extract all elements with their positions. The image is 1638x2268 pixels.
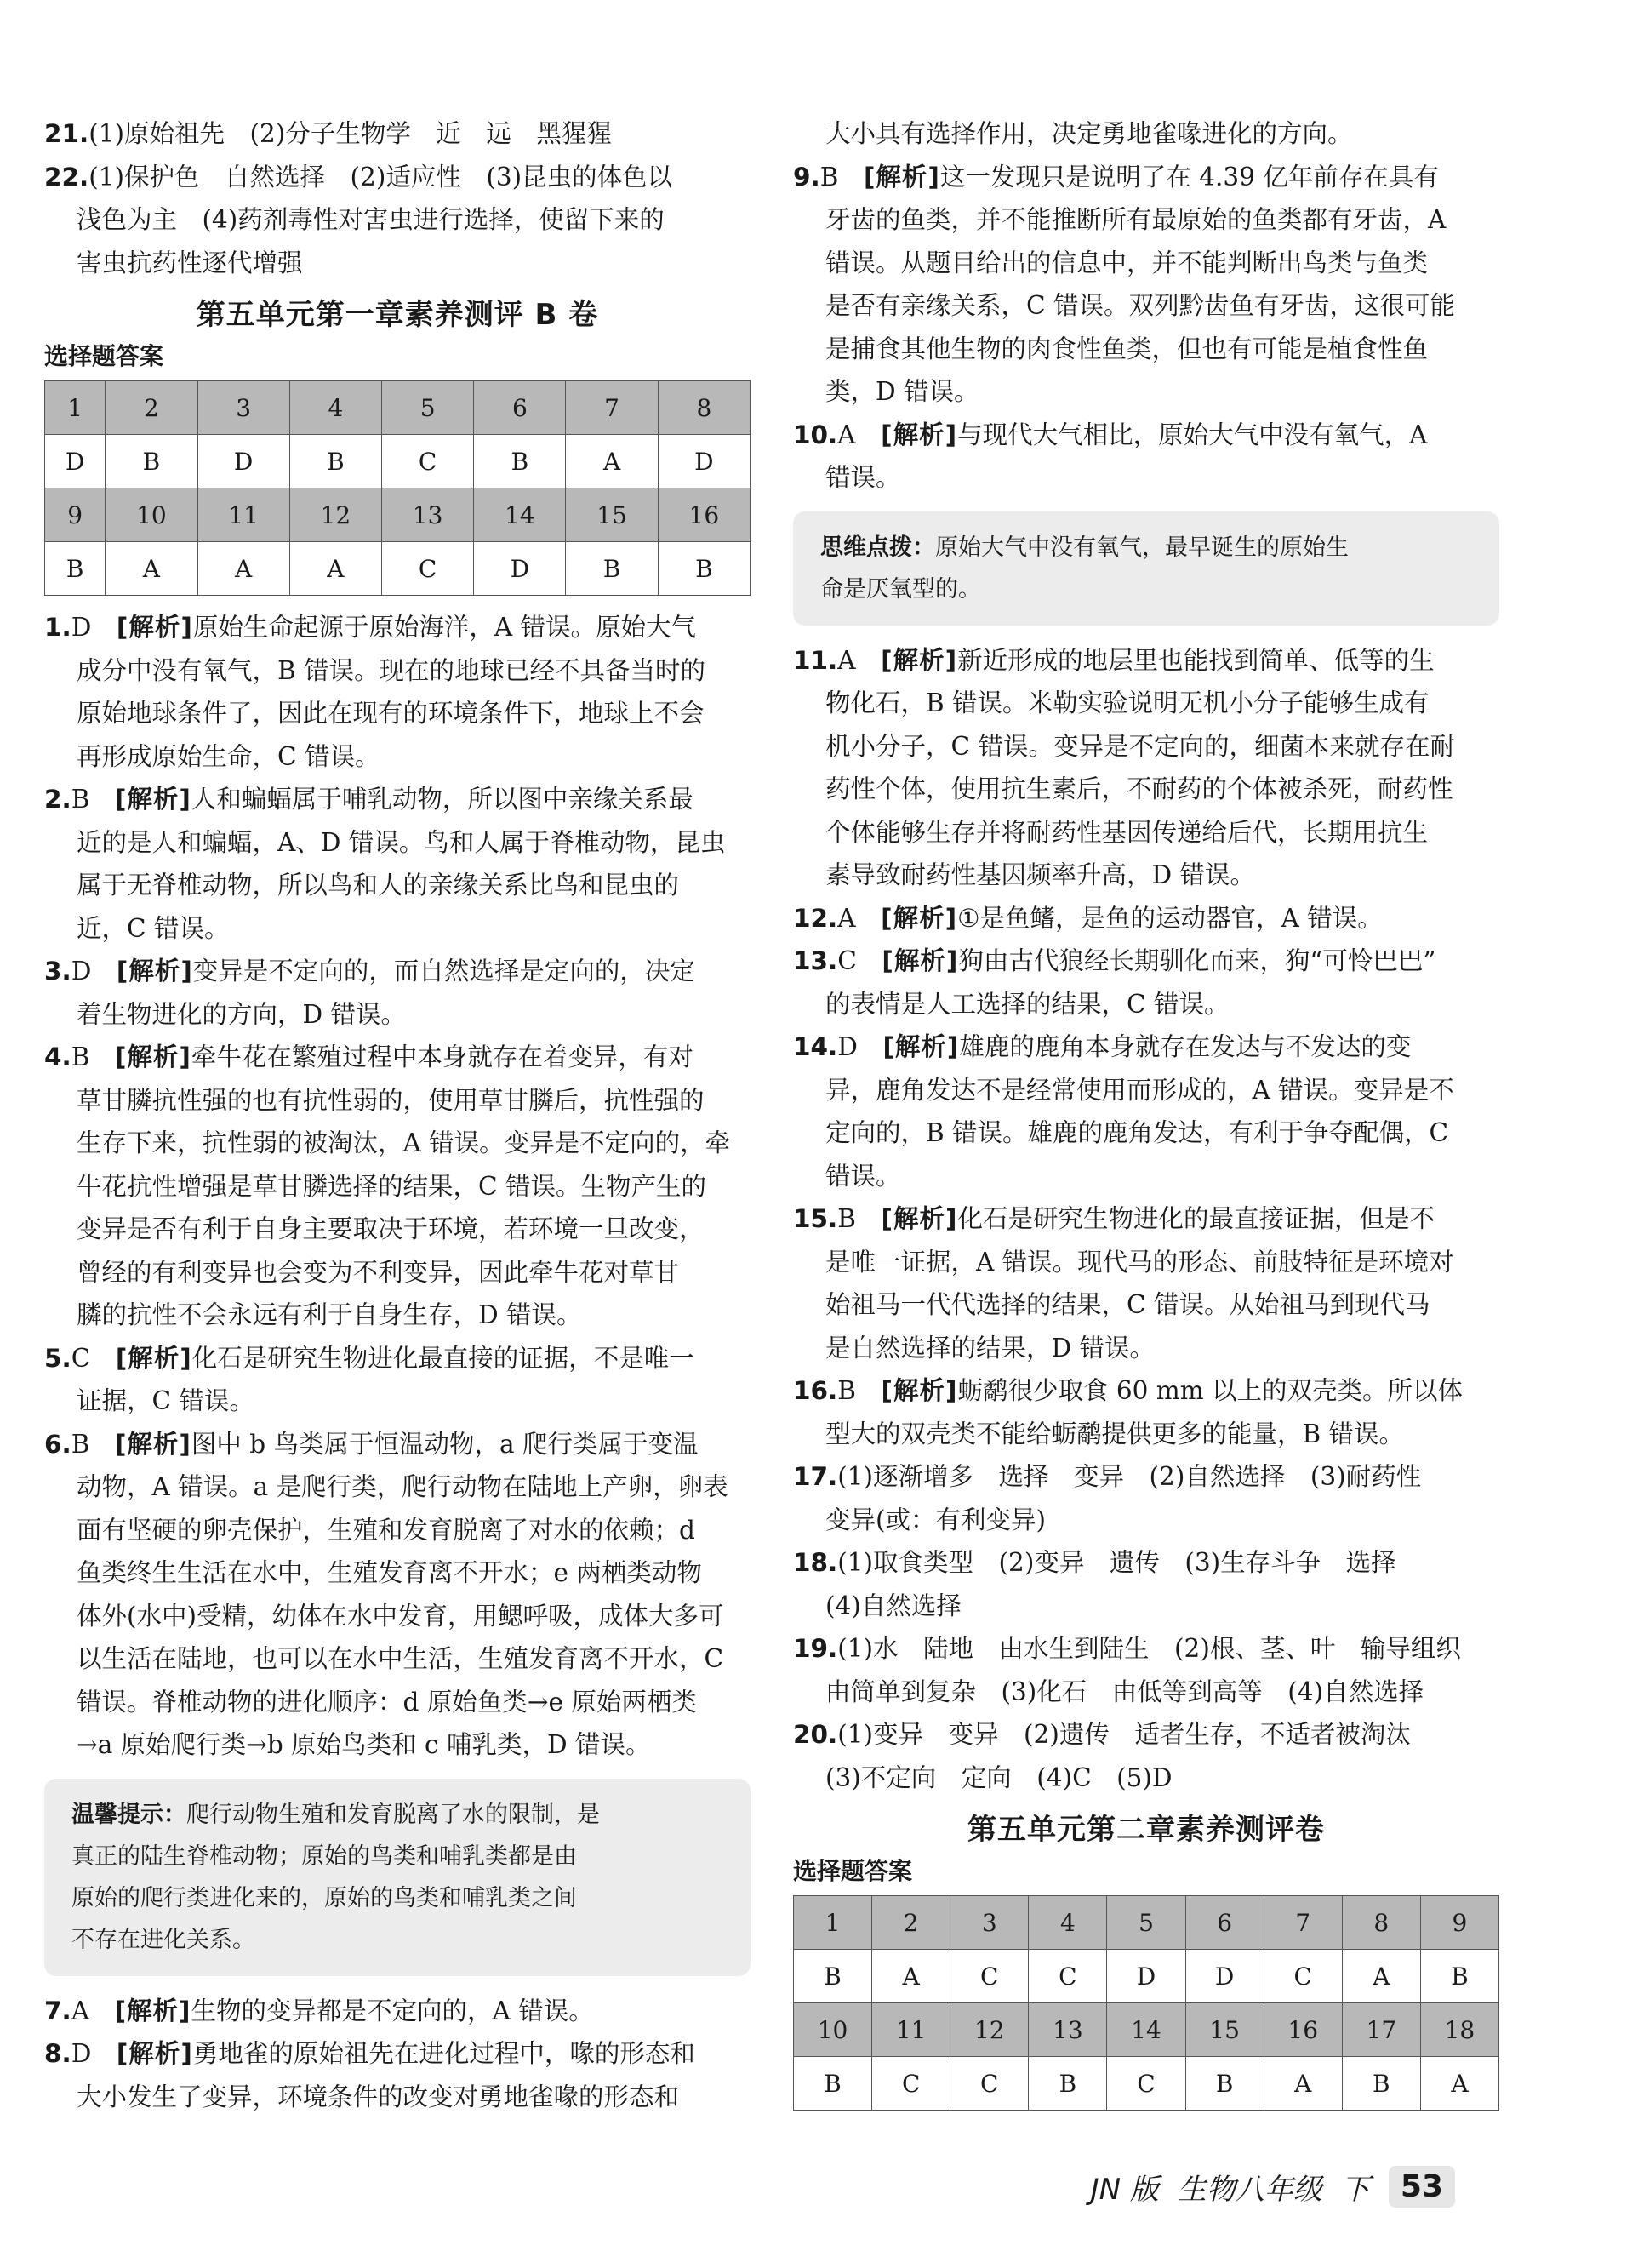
item-text: (1)取食类型 (2)变异 遗传 (3)生存斗争 选择 xyxy=(837,1548,1396,1577)
answer-cell: A xyxy=(1342,1950,1420,2003)
item-continued-line: 错误。 xyxy=(825,463,901,492)
item-first-line xyxy=(793,414,1499,457)
answer-cell: A xyxy=(872,1950,950,2003)
answer-item xyxy=(44,778,751,950)
question-number-cell: 12 xyxy=(950,2003,1029,2057)
item-first-line xyxy=(793,1197,1499,1241)
explain-tag: [解析] xyxy=(882,946,959,975)
item-first-line xyxy=(44,1036,751,1079)
item-text: 狗由古代狼经长期驯化而来，狗“可怜巴巴” xyxy=(958,946,1436,975)
question-number-cell: 2 xyxy=(106,381,197,435)
answer-row xyxy=(794,2057,1499,2111)
question-number-cell: 15 xyxy=(1185,2003,1264,2057)
item-continued-line: 证据，C 错误。 xyxy=(77,1386,254,1415)
edition-label: JN 版 xyxy=(1090,2173,1159,2207)
item-continued-line: 错误。 xyxy=(825,1161,901,1191)
item-continued-line: 大小发生了变异，环境条件的改变对勇地雀喙的形态和 xyxy=(77,2082,680,2111)
question-number-cell: 5 xyxy=(1107,1896,1185,1950)
question-number-row xyxy=(794,1896,1499,1950)
answer-item xyxy=(793,1541,1499,1627)
item-continued-line: 成分中没有氧气，B 错误。现在的地球已经不具备当时的 xyxy=(77,655,706,685)
explain-tag: [解析] xyxy=(881,1204,958,1233)
question-number-cell: 7 xyxy=(566,381,658,435)
tip-line: 爬行动物生殖和发育脱离了水的限制，是 xyxy=(186,1801,600,1828)
answer-cell: A xyxy=(566,435,658,488)
tip-label: 温馨提示： xyxy=(71,1801,186,1828)
question-number-cell: 11 xyxy=(197,488,289,542)
item-continued-line: 动物，A 错误。a 是爬行类，爬行动物在陆地上产卵，卵表 xyxy=(77,1472,728,1501)
section-title: 第五单元第二章素养测评卷 xyxy=(967,1813,1325,1847)
item-first-line xyxy=(44,2032,751,2076)
tip-box xyxy=(793,511,1499,626)
question-number-cell: 11 xyxy=(872,2003,950,2057)
item-text: 这一发现只是说明了在 4.39 亿年前存在具有 xyxy=(939,162,1439,191)
item-first-line xyxy=(44,1990,751,2033)
answer-cell: B xyxy=(1342,2057,1420,2111)
continued-text xyxy=(793,112,1499,156)
item-continued-line: 膦的抗性不会永远有利于自身生存，D 错误。 xyxy=(77,1300,582,1329)
answer-item xyxy=(44,1990,751,2033)
item-first-line xyxy=(44,1423,751,1466)
item-continued-line: 错误。脊椎动物的进化顺序：d 原始鱼类→e 原始两栖类 xyxy=(77,1687,697,1717)
item-first-line xyxy=(793,639,1499,683)
explain-tag: [解析] xyxy=(114,1429,191,1459)
item-number: 11. xyxy=(793,645,838,675)
item-answer: D xyxy=(71,613,92,642)
answer-label: 选择题答案 xyxy=(793,1857,913,1885)
item-continued-line: 体外(水中)受精，幼体在水中发育，用鳃呼吸，成体大多可 xyxy=(77,1601,724,1631)
question-number-row xyxy=(45,488,751,542)
question-number-cell: 10 xyxy=(106,488,197,542)
item-text: 勇地雀的原始祖先在进化过程中，喙的形态和 xyxy=(192,2039,695,2068)
question-number-cell: 14 xyxy=(474,488,566,542)
subject-label: 生物八年级 xyxy=(1177,2173,1322,2207)
explain-tag: [解析] xyxy=(881,420,958,449)
question-number-cell: 14 xyxy=(1107,2003,1185,2057)
item-continued-line: 定向的，B 错误。雄鹿的鹿角发达，有利于争夺配偶，C xyxy=(825,1118,1449,1147)
item-text: 雄鹿的鹿角本身就存在发达与不发达的变 xyxy=(959,1032,1412,1061)
item-number: 1. xyxy=(44,613,71,642)
item-continued-line: 再形成原始生命，C 错误。 xyxy=(77,741,380,771)
tip-box xyxy=(44,1779,751,1976)
section-title: 第五单元第一章素养测评 B 卷 xyxy=(196,298,599,332)
item-first-line xyxy=(44,156,751,199)
answer-cell: B xyxy=(106,435,197,488)
answer-item xyxy=(44,1337,751,1423)
tip-line: 原始的爬行类进化来的，原始的鸟类和哺乳类之间 xyxy=(71,1884,577,1911)
question-number-cell: 16 xyxy=(1264,2003,1342,2057)
item-answer: B xyxy=(837,1376,856,1405)
item-continued-line: 素导致耐药性基因频率升高，D 错误。 xyxy=(825,860,1256,889)
answer-cell: A xyxy=(106,542,197,596)
answer-cell: C xyxy=(872,2057,950,2111)
item-first-line xyxy=(793,1455,1499,1499)
answer-cell: B xyxy=(794,1950,872,2003)
answer-item xyxy=(44,606,751,778)
item-continued-line: 是唯一证据，A 错误。现代马的形态、前肢特征是环境对 xyxy=(825,1247,1454,1277)
answer-item xyxy=(44,2032,751,2118)
explain-tag: [解析] xyxy=(882,1032,960,1061)
tip-line: 原始大气中没有氧气，最早诞生的原始生 xyxy=(935,534,1349,561)
item-text: 蛎鹬很少取食 60 mm 以上的双壳类。所以体 xyxy=(957,1376,1464,1405)
item-continued-line: 物化石，B 错误。米勒实验说明无机小分子能够生成有 xyxy=(825,688,1430,717)
answer-item xyxy=(793,1455,1499,1541)
left-column xyxy=(44,112,751,2118)
question-number-cell: 2 xyxy=(872,1896,950,1950)
answer-item xyxy=(793,1369,1499,1455)
item-answer: A xyxy=(837,645,856,675)
question-number-cell: 3 xyxy=(197,381,289,435)
continued-line: 大小具有选择作用，决定勇地雀喙进化的方向。 xyxy=(825,119,1353,148)
answer-cell: C xyxy=(382,542,474,596)
question-number-cell: 6 xyxy=(1185,1896,1264,1950)
answer-item xyxy=(44,950,751,1036)
answer-item xyxy=(793,156,1499,414)
answer-cell: C xyxy=(1264,1950,1342,2003)
item-continued-line: 以生活在陆地，也可以在水中生活，生殖发育离不开水，C xyxy=(77,1644,724,1673)
item-continued-line: 浅色为主 (4)药剂毒性对害虫进行选择，使留下来的 xyxy=(77,205,665,234)
answer-cell: B xyxy=(289,435,381,488)
item-continued-line: 的表情是人工选择的结果，C 错误。 xyxy=(825,989,1230,1019)
question-number-cell: 16 xyxy=(658,488,750,542)
question-number-cell: 10 xyxy=(794,2003,872,2057)
item-continued-line: 生存下来，抗性弱的被淘汰，A 错误。变异是不定向的，牵 xyxy=(77,1128,731,1157)
item-first-line xyxy=(44,1337,751,1380)
item-text: 变异是不定向的，而自然选择是定向的，决定 xyxy=(192,957,695,985)
answer-cell: D xyxy=(658,435,750,488)
item-answer: C xyxy=(71,1343,91,1373)
item-number: 19. xyxy=(793,1634,838,1663)
answer-item xyxy=(793,1025,1499,1197)
answer-cell: D xyxy=(45,435,106,488)
item-text: 图中 b 鸟类属于恒温动物，a 爬行类属于变温 xyxy=(191,1429,699,1459)
item-continued-line: 曾经的有利变异也会变为不利变异，因此牵牛花对草甘 xyxy=(77,1257,680,1287)
answer-cell: C xyxy=(382,435,474,488)
item-continued-line: 鱼类终生生活在水中，生殖发育离不开水；e 两栖类动物 xyxy=(77,1558,702,1587)
item-continued-line: 近，C 错误。 xyxy=(77,913,230,943)
question-number-cell: 15 xyxy=(566,488,658,542)
explain-tag: [解析] xyxy=(881,903,958,933)
answer-table xyxy=(793,1895,1499,2111)
page-footer xyxy=(1091,2166,1455,2208)
item-number: 4. xyxy=(44,1043,71,1071)
answer-cell: B xyxy=(1185,2057,1264,2111)
item-number: 9. xyxy=(793,162,820,191)
item-number: 18. xyxy=(793,1548,838,1577)
answer-cell: C xyxy=(950,2057,1029,2111)
tip-line: 不存在进化关系。 xyxy=(71,1926,255,1953)
answer-item xyxy=(44,112,751,156)
answer-cell: B xyxy=(794,2057,872,2111)
item-first-line xyxy=(793,940,1499,983)
answer-item xyxy=(793,940,1499,1025)
item-continued-line: 牙齿的鱼类，并不能推断所有最原始的鱼类都有牙齿，A xyxy=(825,205,1447,234)
item-continued-line: 是自然选择的结果，D 错误。 xyxy=(825,1333,1156,1363)
item-first-line xyxy=(44,950,751,993)
answer-cell: B xyxy=(658,542,750,596)
answer-cell: A xyxy=(289,542,381,596)
item-first-line xyxy=(44,112,751,156)
item-text: (1)保护色 自然选择 (2)适应性 (3)昆虫的体色以 xyxy=(88,162,673,191)
question-number-row xyxy=(794,2003,1499,2057)
question-number-cell: 3 xyxy=(950,1896,1029,1950)
item-continued-line: 变异是否有利于自身主要取决于环境，若环境一旦改变， xyxy=(77,1214,705,1243)
item-answer: B xyxy=(71,785,90,814)
item-answer: D xyxy=(71,2039,92,2068)
item-continued-line: 牛花抗性增强是草甘膦选择的结果，C 错误。生物产生的 xyxy=(77,1171,706,1201)
item-continued-line: 错误。从题目给出的信息中，并不能判断出鸟类与鱼类 xyxy=(825,248,1429,277)
item-continued-line: 机小分子，C 错误。变异是不定向的，细菌本来就存在耐 xyxy=(825,731,1455,761)
answer-item xyxy=(44,156,751,285)
explain-tag: [解析] xyxy=(881,1376,958,1405)
item-number: 6. xyxy=(44,1429,71,1459)
item-answer: B xyxy=(819,162,839,191)
item-continued-line: 原始地球条件了，因此在现有的环境条件下，地球上不会 xyxy=(77,699,705,728)
question-number-cell: 1 xyxy=(794,1896,872,1950)
answer-cell: D xyxy=(197,435,289,488)
question-number-cell: 8 xyxy=(658,381,750,435)
item-number: 20. xyxy=(793,1720,838,1749)
item-text: 新近形成的地层里也能找到简单、低等的生 xyxy=(957,645,1435,675)
question-number-row xyxy=(45,381,751,435)
item-number: 12. xyxy=(793,903,838,933)
answer-cell: C xyxy=(950,1950,1029,2003)
question-number-cell: 4 xyxy=(289,381,381,435)
item-continued-line: →a 原始爬行类→b 原始鸟类和 c 哺乳类，D 错误。 xyxy=(77,1730,651,1759)
item-continued-line: 个体能够生存并将耐药性基因传递给后代，长期用抗生 xyxy=(825,817,1429,847)
answer-label: 选择题答案 xyxy=(44,342,164,370)
answer-cell: D xyxy=(474,542,566,596)
answer-item xyxy=(793,897,1499,940)
item-continued-line: 药性个体，使用抗生素后，不耐药的个体被杀死，耐药性 xyxy=(825,774,1453,803)
tip-label: 思维点拨： xyxy=(820,534,935,561)
item-number: 2. xyxy=(44,785,71,814)
item-continued-line: 是捕食其他生物的肉食性鱼类，但也有可能是植食性鱼 xyxy=(825,334,1429,363)
item-text: (1)变异 变异 (2)遗传 适者生存，不适者被淘汰 xyxy=(837,1720,1411,1749)
item-continued-line: 异，鹿角发达不是经常使用而形成的，A 错误。变异是不 xyxy=(825,1075,1454,1105)
item-continued-line: 类，D 错误。 xyxy=(825,377,979,406)
item-text: 生物的变异都是不定向的，A 错误。 xyxy=(191,1996,594,2025)
item-answer: D xyxy=(71,957,92,985)
answer-row xyxy=(794,1950,1499,2003)
item-number: 7. xyxy=(44,1996,71,2025)
page-number: 53 xyxy=(1389,2166,1455,2208)
answer-item xyxy=(44,1423,751,1767)
right-column xyxy=(793,112,1499,2111)
item-number: 15. xyxy=(793,1204,838,1233)
question-number-cell: 9 xyxy=(1420,1896,1498,1950)
item-continued-line: 草甘膦抗性强的也有抗性弱的，使用草甘膦后，抗性强的 xyxy=(77,1085,705,1115)
answer-table xyxy=(44,380,751,596)
answer-cell: B xyxy=(1029,2057,1107,2111)
item-first-line xyxy=(793,1025,1499,1069)
question-number-cell: 4 xyxy=(1029,1896,1107,1950)
item-text: 人和蝙蝠属于哺乳动物，所以图中亲缘关系最 xyxy=(191,785,693,814)
item-first-line xyxy=(44,778,751,821)
item-answer: A xyxy=(837,903,856,933)
item-text: 化石是研究生物进化的最直接证据，但是不 xyxy=(957,1204,1435,1233)
item-number: 5. xyxy=(44,1343,71,1373)
item-number: 17. xyxy=(793,1462,838,1491)
volume-label: 下 xyxy=(1340,2173,1370,2207)
item-text: (1)逐渐增多 选择 变异 (2)自然选择 (3)耐药性 xyxy=(837,1462,1422,1491)
answer-cell: C xyxy=(1107,2057,1185,2111)
item-first-line xyxy=(793,1627,1499,1671)
answer-cell: D xyxy=(1107,1950,1185,2003)
question-number-cell: 5 xyxy=(382,381,474,435)
item-number: 22. xyxy=(44,162,89,191)
explain-tag: [解析] xyxy=(116,2039,193,2068)
item-continued-line: 由简单到复杂 (3)化石 由低等到高等 (4)自然选择 xyxy=(825,1677,1424,1706)
question-number-cell: 13 xyxy=(382,488,474,542)
answer-cell: A xyxy=(1264,2057,1342,2111)
item-first-line xyxy=(793,156,1499,199)
item-continued-line: 是否有亲缘关系，C 错误。双列黔齿鱼有牙齿，这很可能 xyxy=(825,291,1455,320)
question-number-cell: 12 xyxy=(289,488,381,542)
answer-item xyxy=(793,1197,1499,1369)
item-continued-line: 型大的双壳类不能给蛎鹬提供更多的能量，B 错误。 xyxy=(825,1419,1405,1448)
item-continued-line: 近的是人和蝙蝠，A、D 错误。鸟和人属于脊椎动物，昆虫 xyxy=(77,827,726,857)
explain-tag: [解析] xyxy=(116,957,193,985)
answer-cell: A xyxy=(197,542,289,596)
answer-cell: A xyxy=(1420,2057,1498,2111)
explain-tag: [解析] xyxy=(115,1343,192,1373)
explain-tag: [解析] xyxy=(116,613,193,642)
item-text: (1)水 陆地 由水生到陆生 (2)根、茎、叶 输导组织 xyxy=(837,1634,1461,1663)
item-answer: A xyxy=(837,420,856,449)
explain-tag: [解析] xyxy=(114,785,191,814)
explain-tag: [解析] xyxy=(863,162,940,191)
item-number: 13. xyxy=(793,946,838,975)
item-number: 16. xyxy=(793,1376,838,1405)
item-text: (1)原始祖先 (2)分子生物学 近 远 黑猩猩 xyxy=(88,119,612,148)
item-text: 与现代大气相比，原始大气中没有氧气，A xyxy=(957,420,1428,449)
item-text: 化石是研究生物进化最直接的证据，不是唯一 xyxy=(191,1343,694,1373)
item-number: 14. xyxy=(793,1032,838,1061)
item-continued-line: 着生物进化的方向，D 错误。 xyxy=(77,999,407,1029)
answer-item xyxy=(793,1713,1499,1799)
tip-line: 真正的陆生脊椎动物；原始的鸟类和哺乳类都是由 xyxy=(71,1842,577,1870)
item-first-line xyxy=(793,1369,1499,1413)
item-number: 8. xyxy=(44,2039,71,2068)
item-first-line xyxy=(44,606,751,649)
item-first-line xyxy=(793,1541,1499,1585)
item-continued-line: 面有坚硬的卵壳保护，生殖和发育脱离了对水的依赖；d xyxy=(77,1515,695,1545)
item-answer: B xyxy=(71,1043,90,1071)
question-number-cell: 8 xyxy=(1342,1896,1420,1950)
answer-cell: B xyxy=(474,435,566,488)
item-continued-line: 始祖马一代代选择的结果，C 错误。从始祖马到现代马 xyxy=(825,1290,1430,1319)
item-text: ①是鱼鳍，是鱼的运动器官，A 错误。 xyxy=(957,903,1383,933)
item-number: 10. xyxy=(793,420,838,449)
answer-item xyxy=(793,414,1499,500)
item-answer: A xyxy=(71,1996,90,2025)
answer-cell: B xyxy=(45,542,106,596)
question-number-cell: 7 xyxy=(1264,1896,1342,1950)
question-number-cell: 17 xyxy=(1342,2003,1420,2057)
item-continued-line: (4)自然选择 xyxy=(825,1591,962,1620)
item-first-line xyxy=(793,1713,1499,1757)
answer-item xyxy=(44,1036,751,1337)
tip-line: 命是厌氧型的。 xyxy=(820,575,981,603)
explain-tag: [解析] xyxy=(114,1996,191,2025)
item-continued-line: (3)不定向 定向 (4)C (5)D xyxy=(825,1762,1173,1792)
answer-cell: D xyxy=(1185,1950,1264,2003)
question-number-cell: 13 xyxy=(1029,2003,1107,2057)
explain-tag: [解析] xyxy=(114,1043,191,1071)
question-number-cell: 18 xyxy=(1420,2003,1498,2057)
answer-cell: C xyxy=(1029,1950,1107,2003)
answer-row xyxy=(45,542,751,596)
item-answer: B xyxy=(71,1429,90,1459)
item-continued-line: 害虫抗药性逐代增强 xyxy=(77,248,303,277)
answer-row xyxy=(45,435,751,488)
item-first-line xyxy=(793,897,1499,940)
item-text: 原始生命起源于原始海洋，A 错误。原始大气 xyxy=(192,613,697,642)
question-number-cell: 1 xyxy=(45,381,106,435)
item-answer: D xyxy=(837,1032,858,1061)
item-number: 21. xyxy=(44,119,89,148)
answer-item xyxy=(793,639,1499,897)
item-answer: B xyxy=(837,1204,856,1233)
item-text: 牵牛花在繁殖过程中本身就存在着变异，有对 xyxy=(191,1043,693,1071)
answer-item xyxy=(793,1627,1499,1713)
explain-tag: [解析] xyxy=(881,645,958,675)
item-continued-line: 属于无脊椎动物，所以鸟和人的亲缘关系比鸟和昆虫的 xyxy=(77,871,680,900)
item-continued-line: 变异(或：有利变异) xyxy=(825,1505,1047,1534)
item-answer: C xyxy=(837,946,857,975)
question-number-cell: 9 xyxy=(45,488,106,542)
item-number: 3. xyxy=(44,957,71,985)
question-number-cell: 6 xyxy=(474,381,566,435)
answer-cell: B xyxy=(566,542,658,596)
answer-cell: B xyxy=(1420,1950,1498,2003)
